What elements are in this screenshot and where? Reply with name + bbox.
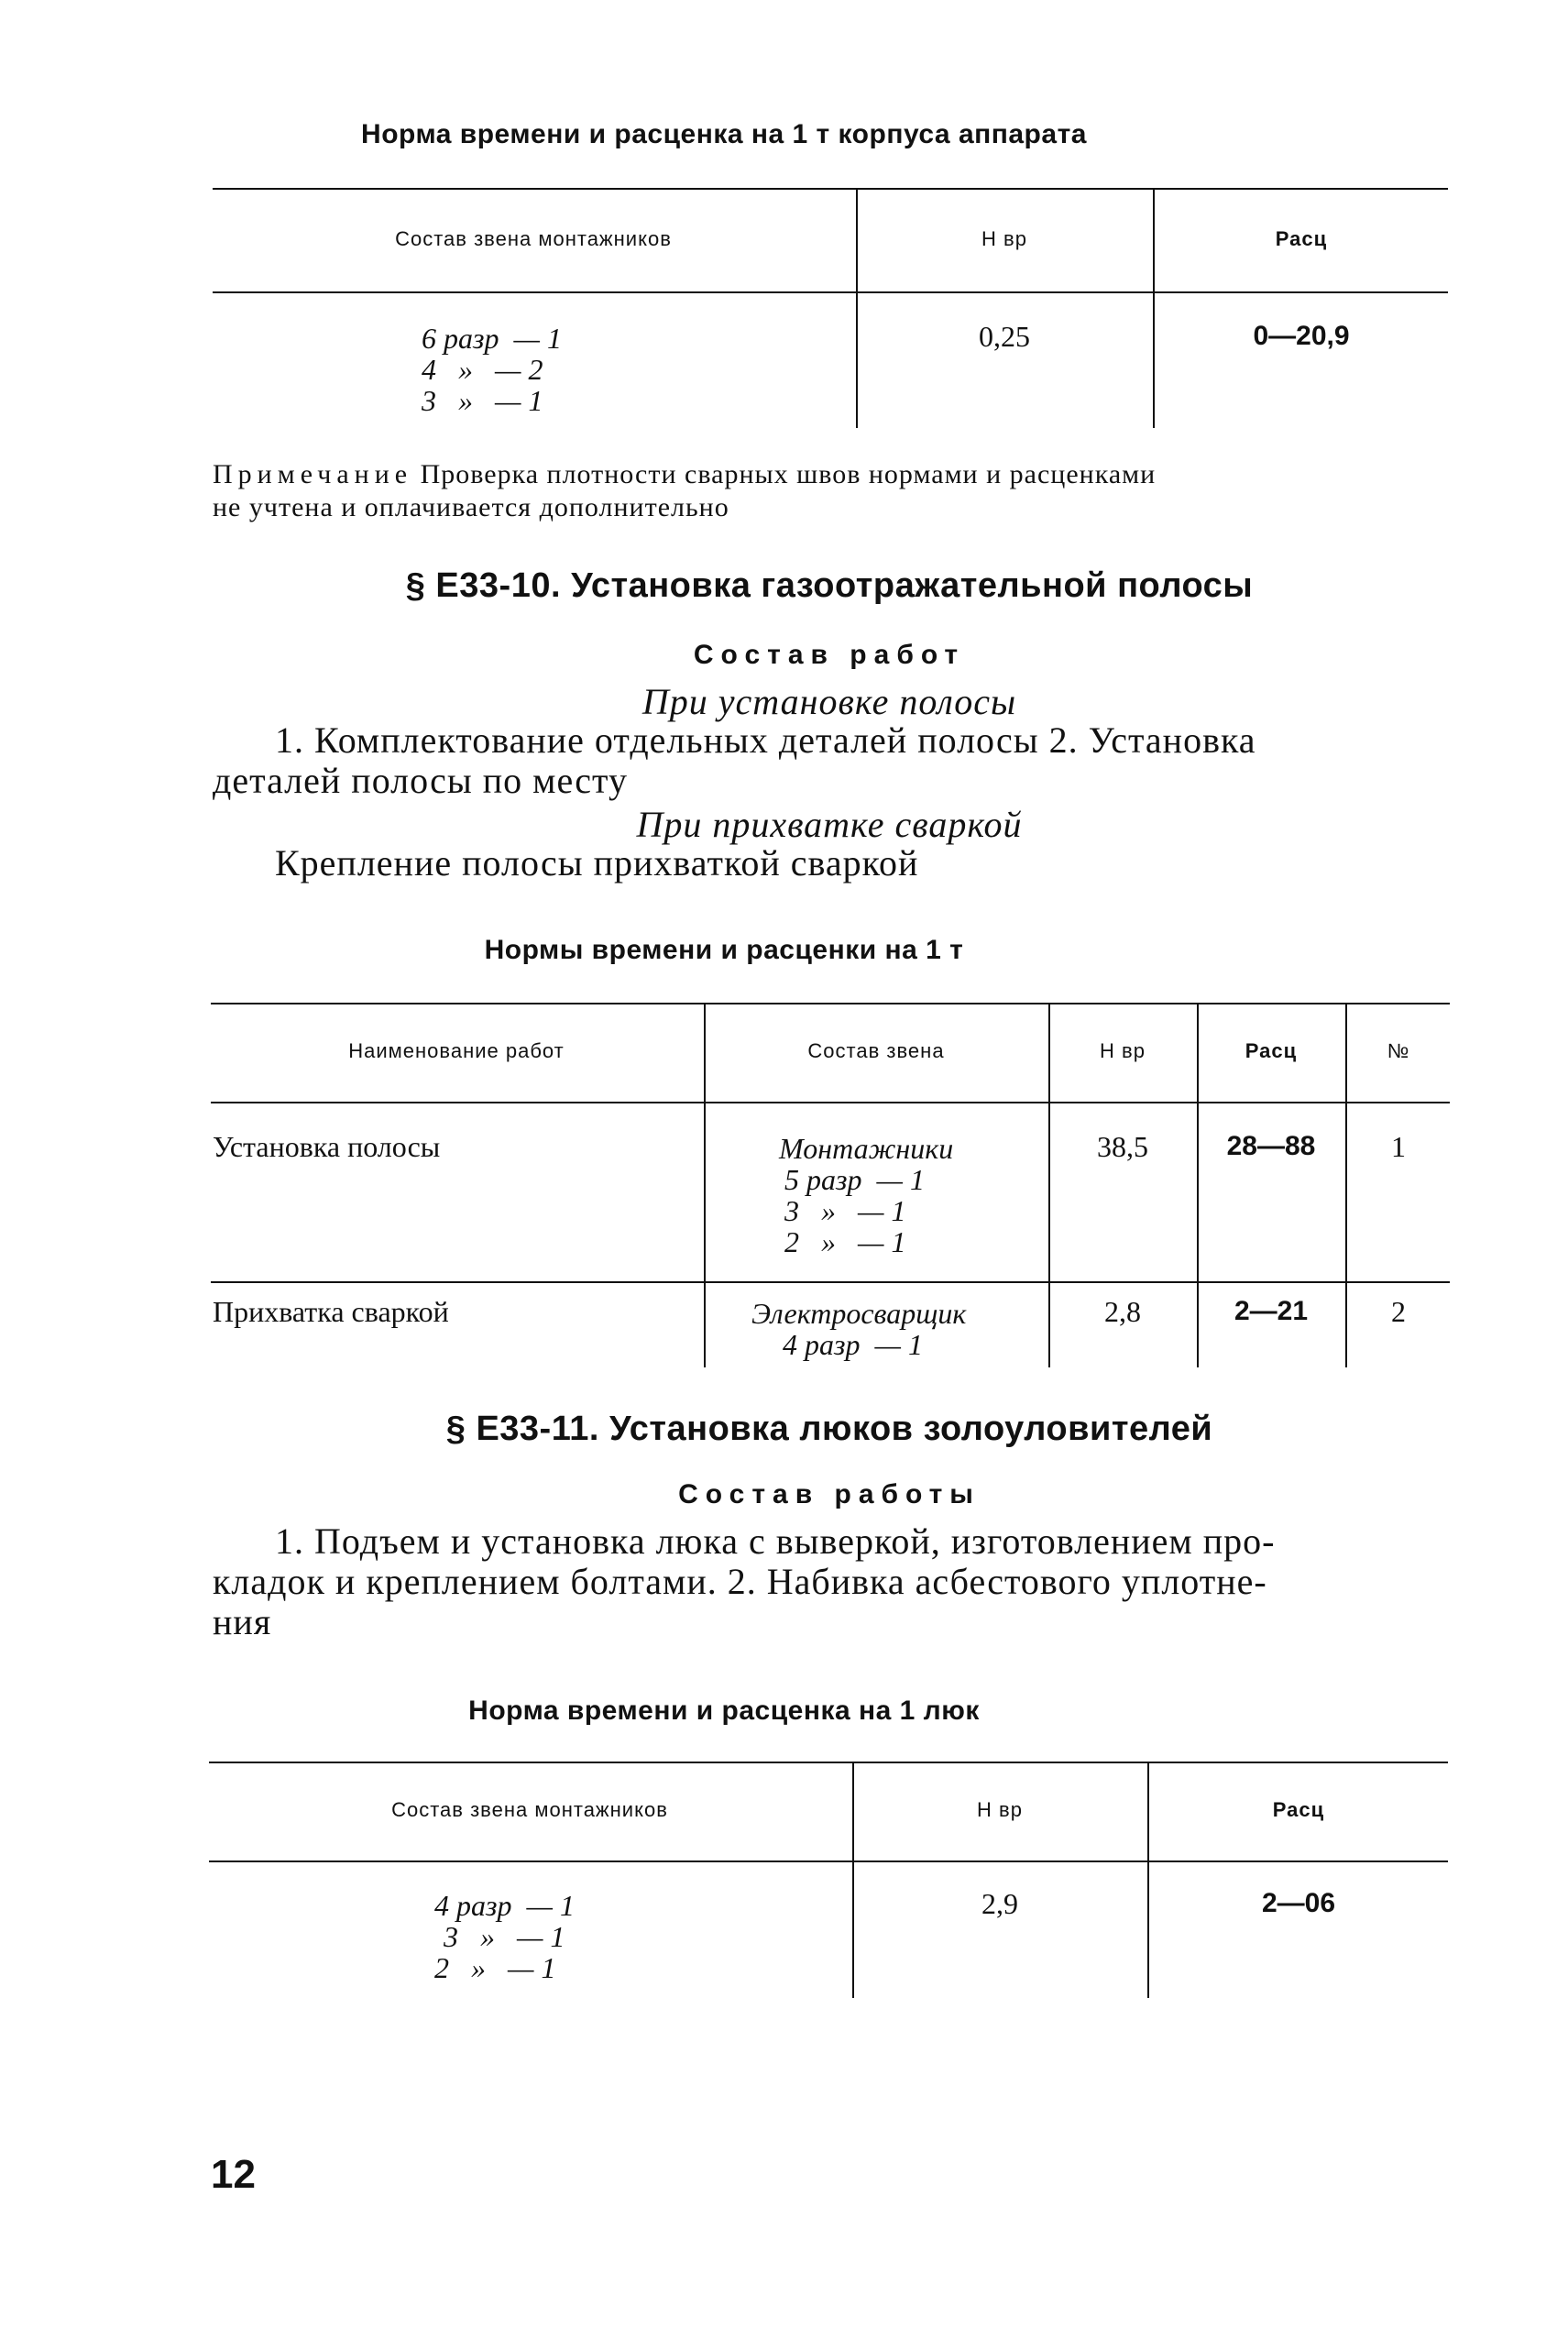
- section11-work-list: [213, 1521, 1468, 1642]
- note-text-1: Проверка плотности сварных швов нормами и расценками: [412, 459, 1157, 489]
- section10-line-3: Крепление полосы прихваткой сваркой: [275, 842, 919, 884]
- table2-header-name: Наименование работ: [348, 1039, 565, 1062]
- table1-header-crew: Состав звена монтажников: [395, 227, 672, 250]
- table2-row1-crew: [779, 1133, 953, 1257]
- table1-header-rule: [213, 291, 1448, 293]
- table1-crew: [422, 323, 562, 416]
- table1-crew-line: 6 разр — 1: [422, 322, 562, 355]
- note-text-2: не учтена и оплачивается дополнительно: [213, 492, 729, 522]
- table2-header-num: №: [1387, 1039, 1410, 1062]
- note: [213, 458, 1459, 524]
- table3-crew: [434, 1890, 575, 1983]
- table1-rasc-value: 0—20,9: [1253, 321, 1350, 351]
- section11-line-1: 1. Подъем и установка люка с выверкой, изготовлением про-: [275, 1520, 1276, 1562]
- table3-header-hvr: Н вр: [977, 1798, 1023, 1821]
- section11-line-3: ния: [213, 1601, 272, 1642]
- table1-col-divider-1: [856, 190, 858, 428]
- section11-line-2: кладок и креплением болтами. 2. Набивка асбестового уплотне-: [213, 1561, 1267, 1602]
- table1-caption: Норма времени и расценка на 1 т корпуса аппарата: [361, 119, 1087, 149]
- table2-header-hvr: Н вр: [1100, 1039, 1146, 1062]
- table2-row2-num: 2: [1391, 1295, 1406, 1328]
- table3-crew-line: 2 » — 1: [434, 1951, 556, 1984]
- table1-hvr-value: 0,25: [979, 320, 1030, 353]
- section10-work-list: [213, 720, 1459, 801]
- table3-crew-line: 3 » — 1: [444, 1920, 565, 1953]
- table2-row2-crew: [751, 1298, 966, 1360]
- table3-rasc-value: 2—06: [1261, 1888, 1336, 1918]
- table2-row1-num: 1: [1391, 1130, 1406, 1163]
- table2-caption: Нормы времени и расценки на 1 т: [484, 935, 964, 965]
- table3-header-crew: Состав звена монтажников: [391, 1798, 668, 1821]
- table2-row1-name: Установка полосы: [213, 1130, 441, 1163]
- table2-row2-rasc: 2—21: [1234, 1296, 1309, 1326]
- table2-row2-name: Прихватка сваркой: [213, 1295, 449, 1328]
- table3-crew-line: 4 разр — 1: [434, 1889, 575, 1922]
- table2-header-rasc: Расц: [1245, 1039, 1298, 1062]
- table1-crew-line: 3 » — 1: [422, 384, 543, 417]
- table2-row1-hvr: 38,5: [1097, 1130, 1148, 1163]
- table2-row1-crew-line: Монтажники: [779, 1132, 954, 1165]
- table2-row1-crew-line: 5 разр — 1: [784, 1163, 925, 1196]
- table3-caption: Норма времени и расценка на 1 люк: [468, 1696, 980, 1726]
- table1-crew-line: 4 » — 2: [422, 353, 543, 386]
- section11-title: § Е33-11. Установка люков золоуловителей: [445, 1410, 1213, 1448]
- table2-row1-crew-line: 2 » — 1: [784, 1225, 906, 1258]
- table2-header-rule: [211, 1102, 1450, 1103]
- table2-row-rule: [211, 1281, 1450, 1283]
- table1-header-rasc: Расц: [1275, 227, 1328, 250]
- note-lead: Примечание: [213, 459, 413, 489]
- table2-header-crew: Состав звена: [807, 1039, 945, 1062]
- table3-top-rule: [209, 1762, 1448, 1763]
- table2-top-rule: [211, 1003, 1450, 1004]
- table1-header-hvr: Н вр: [981, 227, 1027, 250]
- table2-row2-crew-line: Электросварщик: [751, 1297, 967, 1330]
- table2-row1-rasc: 28—88: [1226, 1131, 1316, 1161]
- section10-subheading-2: При прихватке сваркой: [636, 804, 1023, 845]
- table1-col-divider-2: [1153, 190, 1155, 428]
- section10-line-2: деталей полосы по месту: [213, 760, 628, 801]
- table3-hvr-value: 2,9: [981, 1887, 1018, 1920]
- section11-composition-heading: Состав работы: [678, 1479, 981, 1509]
- page-number: 12: [211, 2152, 256, 2197]
- section10-subheading-1: При установке полосы: [641, 681, 1017, 722]
- section10-title: § Е33-10. Установка газоотражательной полосы: [405, 566, 1254, 605]
- table2-row1-crew-line: 3 » — 1: [784, 1194, 906, 1227]
- section10-composition-heading: Состав работ: [693, 640, 966, 670]
- table3-header-rule: [209, 1861, 1448, 1862]
- section10-line-1: 1. Комплектование отдельных деталей полосы 2. Установка: [275, 719, 1256, 761]
- table1-top-rule: [213, 188, 1448, 190]
- table3-header-rasc: Расц: [1272, 1798, 1325, 1821]
- table2-row2-hvr: 2,8: [1104, 1295, 1141, 1328]
- table2-row2-crew-line: 4 разр — 1: [783, 1328, 923, 1361]
